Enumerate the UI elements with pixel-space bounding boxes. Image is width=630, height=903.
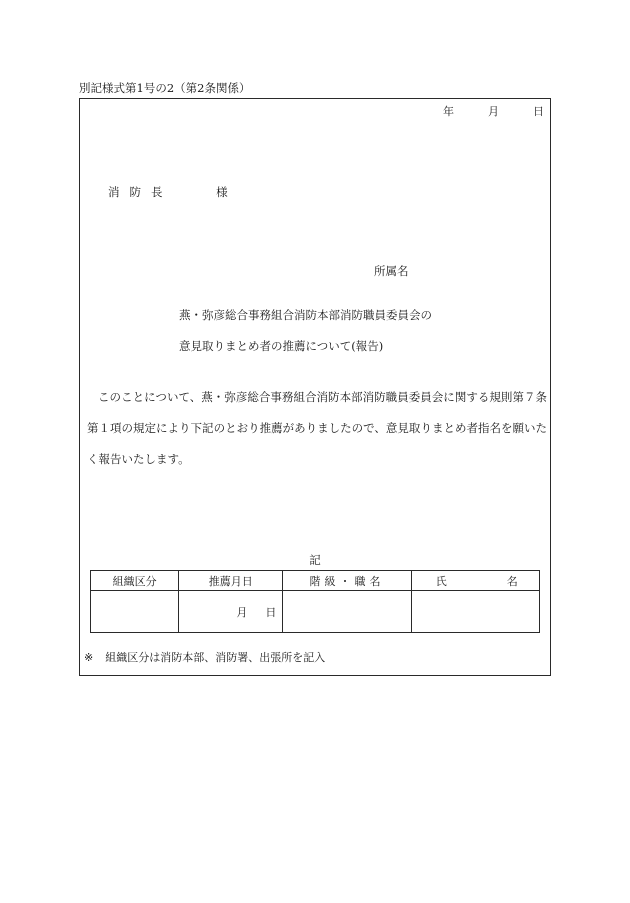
date-day-label: 日	[533, 105, 544, 118]
affiliation-label: 所属名	[374, 264, 409, 278]
cell-rank[interactable]	[283, 591, 411, 633]
subject-line-1: 燕・弥彦総合事務組合消防本部消防職員委員会の	[179, 308, 432, 322]
header-name-given: 名	[506, 574, 518, 588]
addressee-title: 消防長	[108, 185, 173, 199]
cell-name[interactable]	[411, 591, 539, 633]
entry-table	[90, 570, 540, 633]
cell-date[interactable]	[179, 591, 283, 633]
body-text: このことについて、燕・弥彦総合事務組合消防本部消防職員委員会に関する規則第７条第１項の規定により下記のとおり推薦がありましたので、意見取りまとめ者指名を願いたく報告いたします。	[87, 390, 547, 466]
addressee	[108, 184, 228, 200]
note-mark: ※	[84, 651, 94, 664]
table-row	[91, 591, 540, 633]
body-paragraph	[87, 382, 547, 475]
date-line	[443, 103, 544, 119]
cell-division[interactable]	[91, 591, 179, 633]
form-number-label: 別記様式第1号の2（第2条関係）	[79, 81, 251, 95]
header-name	[411, 571, 539, 591]
date-year-label: 年	[443, 105, 454, 118]
table-header-row	[91, 571, 540, 591]
cell-month-label: 月	[236, 605, 248, 619]
header-rank: 階級・職名	[283, 571, 411, 591]
header-name-family: 氏	[435, 574, 447, 588]
header-division: 組織区分	[91, 571, 179, 591]
ki-heading: 記	[309, 553, 321, 567]
subject-line-2: 意見取りまとめ者の推薦について(報告)	[179, 339, 384, 353]
addressee-honorific: 様	[216, 185, 228, 199]
date-month-label: 月	[488, 105, 499, 118]
footnote	[84, 649, 325, 665]
header-date: 推薦月日	[179, 571, 283, 591]
form-frame	[79, 98, 551, 676]
note-text: 組織区分は消防本部、消防署、出張所を記入	[105, 651, 326, 664]
cell-day-label: 日	[265, 605, 277, 619]
